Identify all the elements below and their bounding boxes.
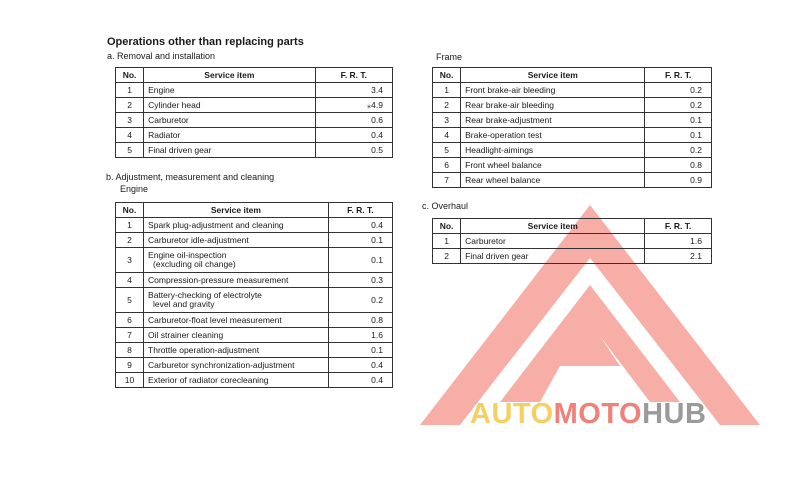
header-no: No. [433,219,461,234]
row-frt: 0.8 [645,158,712,173]
header-frt: F. R. T. [328,203,392,218]
header-item: Service item [461,68,645,83]
table-row [116,248,393,273]
row-number: 5 [116,143,144,158]
header-no: No. [116,68,144,83]
table-row [116,343,393,358]
table-row [116,313,393,328]
table-header-row [433,68,712,83]
table-row [116,98,393,113]
header-no: No. [433,68,461,83]
row-service-item [144,343,329,358]
table-row [116,373,393,388]
service-item-text: Engine [148,85,175,95]
row-number: 1 [433,83,461,98]
service-item-text: Carburetor idle-adjustment [148,235,249,245]
row-service-item [144,218,329,233]
service-item-text: Oil strainer cleaning [148,330,224,340]
row-service-item [461,113,645,128]
service-item-text: Front brake-air bleeding [465,85,556,95]
table-row [433,113,712,128]
row-number: 2 [433,98,461,113]
table-row [433,98,712,113]
service-item-text: Carburetor [148,115,189,125]
watermark-moto: MOTO [553,398,643,430]
service-item-text: Carburetor-float level measurement [148,315,282,325]
header-no: No. [116,203,144,218]
table-row [433,128,712,143]
engine-table [115,202,393,388]
watermark-hub: HUB [642,398,707,430]
service-item-text: Spark plug-adjustment and cleaning [148,220,284,230]
service-item-text: Final driven gear [148,145,212,155]
table-row [116,288,393,313]
table-row [433,234,712,249]
row-frt: 0.1 [645,128,712,143]
row-number: 7 [433,173,461,188]
row-service-item [461,98,645,113]
table-row [116,328,393,343]
service-item-text: Radiator [148,130,181,140]
row-service-item [144,248,329,273]
row-service-item [144,313,329,328]
service-item-text-line2: level and gravity [153,299,215,309]
service-item-text: Rear brake-air bleeding [465,100,554,110]
row-number: 4 [116,128,144,143]
row-number: 4 [433,128,461,143]
row-number: 7 [116,328,144,343]
row-frt: 0.6 [315,113,392,128]
row-frt: 0.1 [328,233,392,248]
row-service-item [461,249,645,264]
table-row [116,83,393,98]
watermark-auto: AUTO [470,398,554,430]
table-row [116,358,393,373]
row-frt: 0.1 [328,343,392,358]
table-row [433,158,712,173]
table-row [116,218,393,233]
row-number: 1 [433,234,461,249]
row-frt: 0.1 [328,248,392,273]
row-number: 5 [116,288,144,313]
service-item-text: Final driven gear [465,251,529,261]
row-number: 6 [433,158,461,173]
table-header-row [433,219,712,234]
row-frt: 0.3 [328,273,392,288]
row-frt: 2.1 [645,249,712,264]
row-number: 9 [116,358,144,373]
row-number: 5 [433,143,461,158]
row-service-item [144,113,315,128]
row-number: 8 [116,343,144,358]
header-frt: F. R. T. [315,68,392,83]
service-item-text: Battery-checking of electrolyte [148,290,262,300]
row-number: 1 [116,83,144,98]
row-service-item [461,143,645,158]
header-item: Service item [144,68,315,83]
service-item-text: Exterior of radiator corecleaning [148,375,269,385]
row-number: 3 [433,113,461,128]
row-frt: 0.4 [315,128,392,143]
table-row [433,249,712,264]
header-frt: F. R. T. [645,68,712,83]
frame-label: Frame [436,52,463,62]
service-item-text-line2: (excluding oil change) [153,259,236,269]
header-item: Service item [461,219,645,234]
row-number: 4 [116,273,144,288]
service-item-text: Rear wheel balance [465,175,541,185]
section-b-label: b. Adjustment, measurement and cleaning [106,172,275,182]
section-c-label: c. Overhaul [422,201,469,211]
service-item-text: Headlight-aimings [465,145,534,155]
row-number: 2 [116,98,144,113]
row-frt: 0.2 [645,83,712,98]
service-item-text: Brake-operation test [465,130,542,140]
header-item: Service item [144,203,329,218]
table-header-row [116,203,393,218]
row-frt: 0.5 [315,143,392,158]
row-service-item [144,128,315,143]
watermark-text [470,398,706,431]
table-row [116,233,393,248]
row-frt: 1.6 [645,234,712,249]
row-service-item [461,158,645,173]
service-item-text: Carburetor synchronization-adjustment [148,360,295,370]
table-row [433,143,712,158]
frame-table [432,67,712,188]
row-service-item [461,83,645,98]
row-frt: 0.8 [328,313,392,328]
overhaul-table [432,218,712,264]
row-frt: 1.6 [328,328,392,343]
row-number: 3 [116,113,144,128]
row-frt: 0.9 [645,173,712,188]
table-header-row [116,68,393,83]
row-number: 2 [116,233,144,248]
row-service-item [144,288,329,313]
header-frt: F. R. T. [645,219,712,234]
row-service-item [144,328,329,343]
row-service-item [144,233,329,248]
row-service-item [461,128,645,143]
row-frt: ⁎4.9 [315,98,392,113]
table-row [433,83,712,98]
service-item-text: Engine oil-inspection [148,250,227,260]
table-row [116,113,393,128]
service-item-text: Cylinder head [148,100,201,110]
row-frt: 0.4 [328,358,392,373]
row-frt: 0.4 [328,373,392,388]
row-service-item [461,234,645,249]
removal-table [115,67,393,158]
section-b-sub: Engine [120,184,149,194]
row-frt: 0.2 [645,98,712,113]
service-item-text: Front wheel balance [465,160,542,170]
row-frt: 0.2 [328,288,392,313]
service-item-text: Compression-pressure measurement [148,275,289,285]
service-item-text: Throttle operation-adjustment [148,345,260,355]
row-number: 1 [116,218,144,233]
row-service-item [144,83,315,98]
row-service-item [144,98,315,113]
row-frt: 0.1 [645,113,712,128]
service-item-text: Rear brake-adjustment [465,115,552,125]
row-service-item [461,173,645,188]
service-item-text: Carburetor [465,236,506,246]
row-frt: 0.2 [645,143,712,158]
row-number: 2 [433,249,461,264]
row-service-item [144,273,329,288]
row-frt: 0.4 [328,218,392,233]
table-row [433,173,712,188]
row-service-item [144,373,329,388]
page-title: Operations other than replacing parts [107,36,304,48]
row-service-item [144,143,315,158]
table-row [116,143,393,158]
row-number: 10 [116,373,144,388]
table-row [116,128,393,143]
table-row [116,273,393,288]
row-service-item [144,358,329,373]
section-a-label: a. Removal and installation [107,51,216,61]
row-frt: 3.4 [315,83,392,98]
row-number: 6 [116,313,144,328]
row-number: 3 [116,248,144,273]
